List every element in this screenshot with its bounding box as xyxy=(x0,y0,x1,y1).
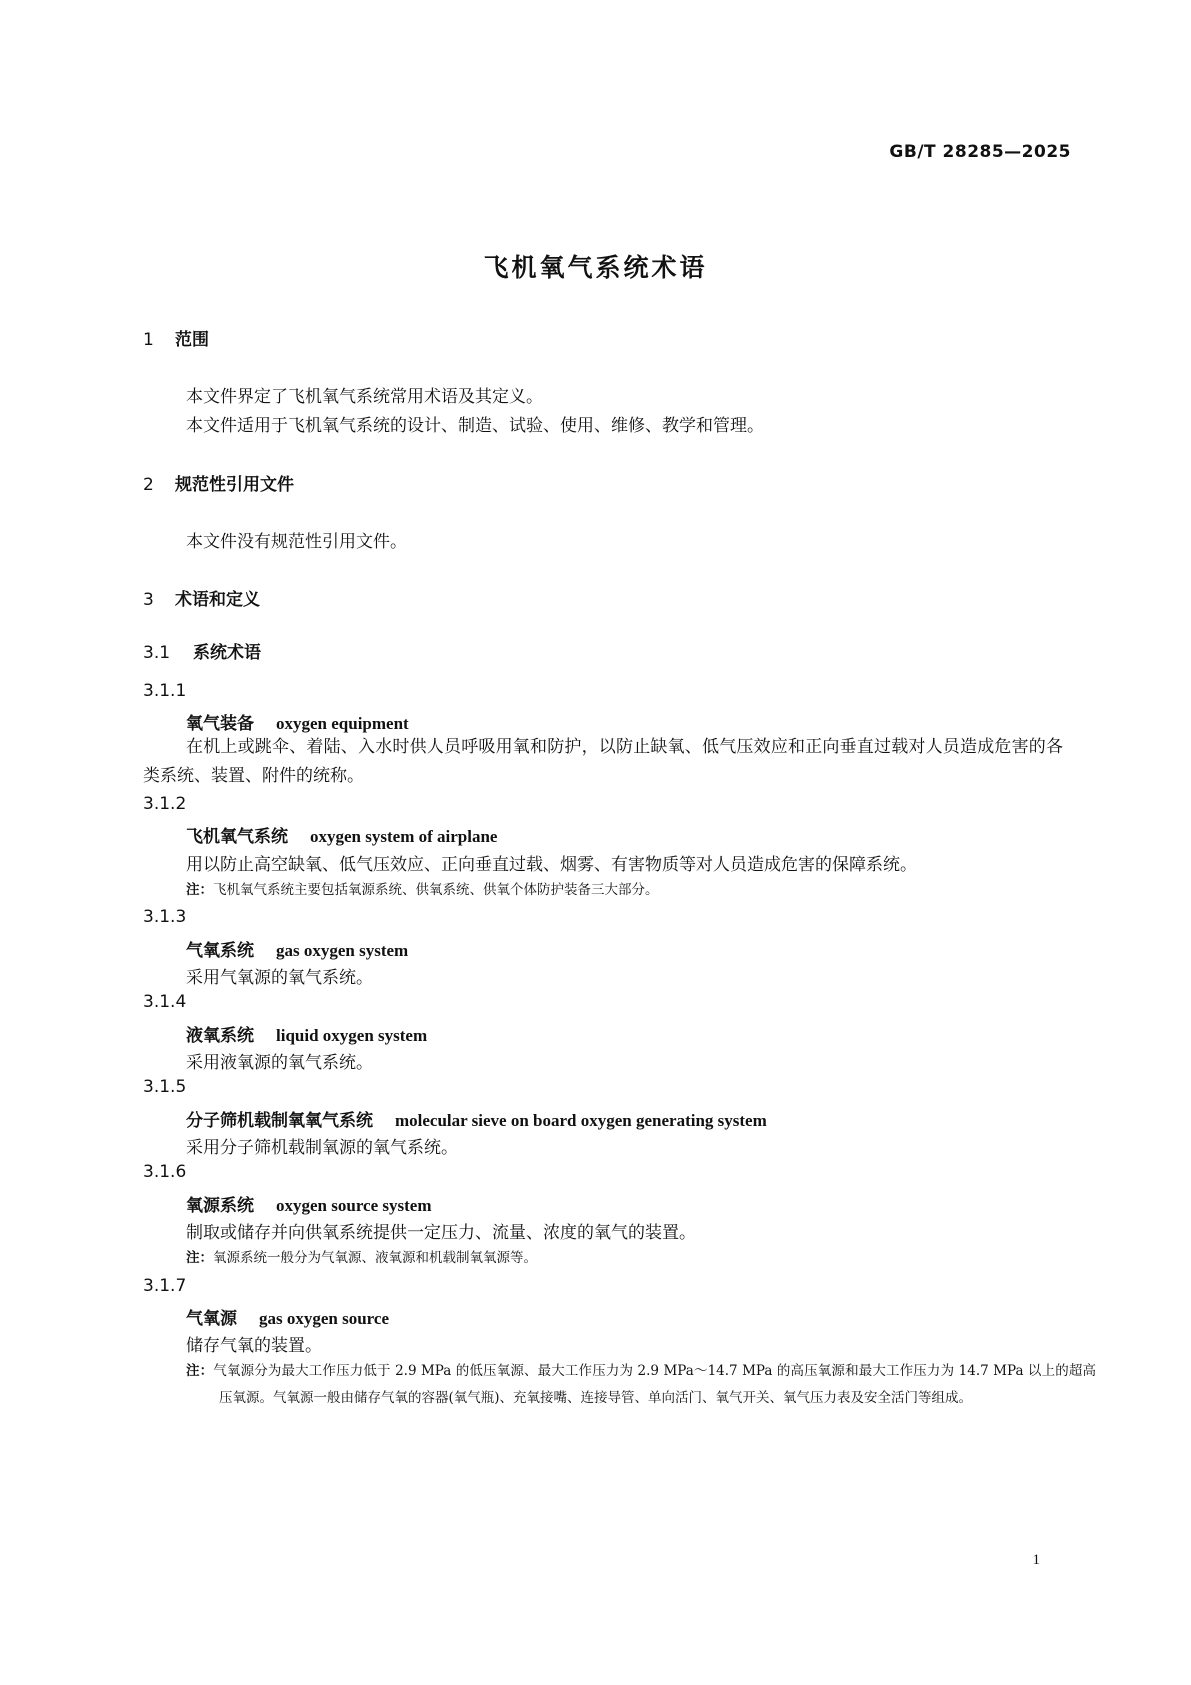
section-title: 范围 xyxy=(175,330,209,350)
page-number: 1 xyxy=(1032,1552,1040,1568)
term-definition: 用以防止高空缺氧、低气压效应、正向垂直过载、烟雾、有害物质等对人员造成危害的保障系统。 xyxy=(186,855,917,875)
note-text: 气氧源分为最大工作压力低于 2.9 MPa 的低压氧源、最大工作压力为 2.9 MPa～14.7 MPa 的高压氧源和最大工作压力为 14.7 MPa 以上的超高压氧源。气氧源一般由储存气氧的容器(氧气瓶)、充氧接嘴、连接导管、单向活门、氧气开关、氧气压力表及安全活门等组成。 xyxy=(213,1363,1096,1406)
term-chinese: 气氧源 xyxy=(186,1309,237,1329)
term-note xyxy=(186,1245,1063,1272)
term-chinese: 液氧系统 xyxy=(186,1026,254,1046)
note-text: 飞机氧气系统主要包括氧源系统、供氧系统、供氧个体防护装备三大部分。 xyxy=(213,882,659,898)
term-english: liquid oxygen system xyxy=(276,1026,428,1045)
term-definition: 制取或储存并向供氧系统提供一定压力、流量、浓度的氧气的装置。 xyxy=(186,1223,696,1243)
term-entry xyxy=(186,1106,767,1131)
note-text: 氧源系统一般分为气氧源、液氧源和机载制氧氧源等。 xyxy=(213,1250,537,1266)
term-english: oxygen source system xyxy=(276,1196,432,1215)
term-number: 3.1.3 xyxy=(143,907,187,927)
term-definition: 采用分子筛机载制氧源的氧气系统。 xyxy=(186,1138,458,1158)
term-chinese: 飞机氧气系统 xyxy=(186,827,288,847)
subsection-number: 3.1 xyxy=(143,643,171,663)
term-number: 3.1.2 xyxy=(143,794,187,814)
term-number: 3.1.7 xyxy=(143,1276,187,1296)
term-definition: 在机上或跳伞、着陆、入水时供人员呼吸用氧和防护，以防止缺氧、低气压效应和正向垂直过载对人员造成危害的各类系统、装置、附件的统称。 xyxy=(143,737,1063,786)
note-label: 注： xyxy=(186,1250,213,1266)
note-label: 注： xyxy=(186,882,213,898)
standard-code: GB/T 28285—2025 xyxy=(889,142,1071,162)
section-3-heading xyxy=(143,585,260,610)
term-english: oxygen equipment xyxy=(276,714,409,733)
term-chinese: 氧气装备 xyxy=(186,714,254,734)
term-chinese: 气氧系统 xyxy=(186,941,254,961)
term-definition: 采用液氧源的氧气系统。 xyxy=(186,1053,373,1073)
document-title: 飞机氧气系统术语 xyxy=(483,253,708,282)
term-english: gas oxygen system xyxy=(276,941,409,960)
term-english: molecular sieve on board oxygen generating system xyxy=(395,1111,767,1130)
term-number: 3.1.6 xyxy=(143,1162,187,1182)
section-number: 3 xyxy=(143,590,154,610)
term-chinese: 分子筛机载制氧氧气系统 xyxy=(186,1111,373,1131)
subsection-3-1-heading xyxy=(143,638,261,663)
term-note xyxy=(186,1358,1096,1412)
section-2-paragraph-1: 本文件没有规范性引用文件。 xyxy=(186,532,407,552)
section-title: 术语和定义 xyxy=(175,590,260,610)
section-2-heading xyxy=(143,470,294,495)
term-number: 3.1.4 xyxy=(143,992,187,1012)
term-number: 3.1.1 xyxy=(143,681,187,701)
term-entry xyxy=(186,1191,432,1216)
term-number: 3.1.5 xyxy=(143,1077,187,1097)
term-chinese: 氧源系统 xyxy=(186,1196,254,1216)
section-1-paragraph-2: 本文件适用于飞机氧气系统的设计、制造、试验、使用、维修、教学和管理。 xyxy=(186,416,764,436)
term-definition: 采用气氧源的氧气系统。 xyxy=(186,968,373,988)
term-definition: 储存气氧的装置。 xyxy=(186,1336,322,1356)
section-number: 2 xyxy=(143,475,154,495)
section-number: 1 xyxy=(143,330,154,350)
term-entry xyxy=(186,936,408,961)
term-entry xyxy=(186,709,409,734)
section-title: 规范性引用文件 xyxy=(175,475,294,495)
note-label: 注： xyxy=(186,1363,214,1379)
section-1-paragraph-1: 本文件界定了飞机氧气系统常用术语及其定义。 xyxy=(186,387,543,407)
section-1-heading xyxy=(143,325,209,350)
term-english: gas oxygen source xyxy=(259,1309,390,1328)
subsection-title: 系统术语 xyxy=(193,643,261,663)
term-entry xyxy=(186,822,497,847)
term-entry xyxy=(186,1304,389,1329)
term-note xyxy=(186,877,1063,904)
term-english: oxygen system of airplane xyxy=(310,827,498,846)
term-entry xyxy=(186,1021,427,1046)
